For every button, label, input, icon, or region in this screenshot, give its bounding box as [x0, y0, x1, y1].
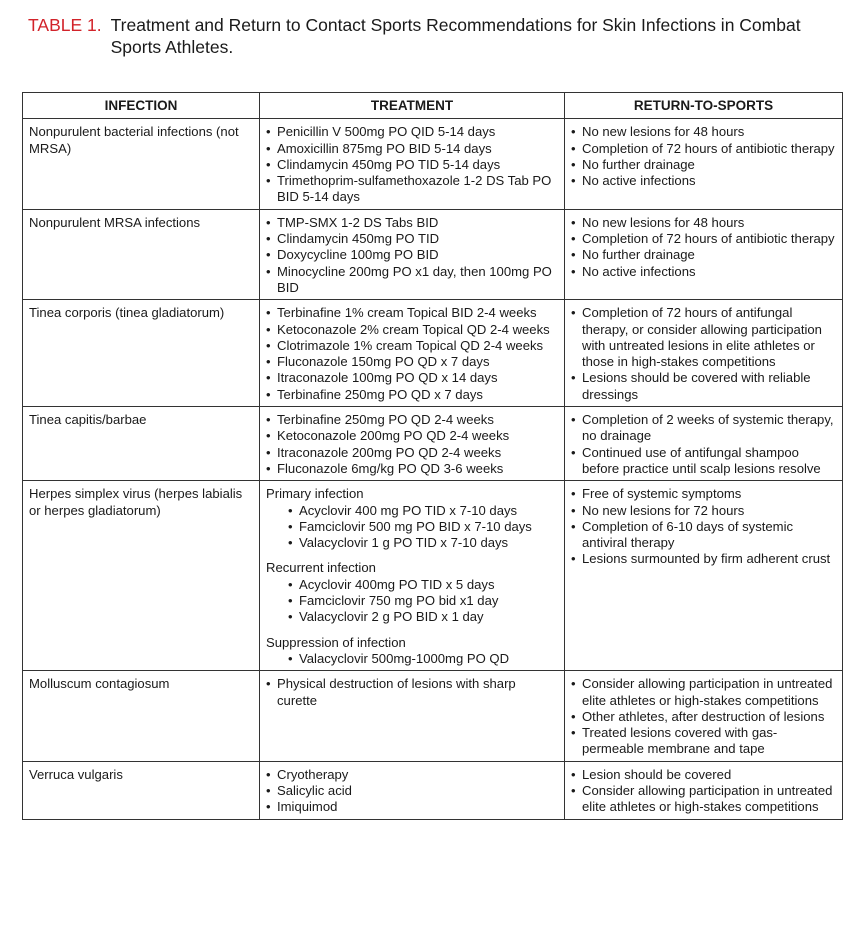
return-to-sports-cell — [565, 119, 843, 209]
treatment-item: • Fluconazole 6mg/kg PO QD 3-6 weeks — [266, 461, 558, 477]
return-item: • Completion of 2 weeks of systemic therapy, no drainage — [571, 412, 836, 445]
return-item: • No new lesions for 72 hours — [571, 503, 836, 519]
return-to-sports-cell — [565, 300, 843, 407]
header-treatment: TREATMENT — [260, 93, 565, 119]
header-row — [23, 93, 843, 119]
header-return-to-sports: RETURN-TO-SPORTS — [565, 93, 843, 119]
return-item: • Lesions surmounted by firm adherent crust — [571, 551, 836, 567]
treatment-cell — [260, 300, 565, 407]
treatment-group-label: Recurrent infection — [266, 560, 376, 576]
treatment-item: • Clindamycin 450mg PO TID — [266, 231, 558, 247]
return-list — [571, 486, 836, 567]
treatment-item: • Salicylic acid — [266, 783, 558, 799]
treatment-cell — [260, 761, 565, 819]
infection-cell: Verruca vulgaris — [23, 761, 260, 819]
return-item: • No further drainage — [571, 157, 836, 173]
infection-cell: Nonpurulent MRSA infections — [23, 209, 260, 299]
treatment-item: • Imiquimod — [266, 799, 558, 815]
table-row — [23, 761, 843, 819]
treatment-item: • Ketoconazole 2% cream Topical QD 2-4 weeks — [266, 322, 558, 338]
treatment-item: • Terbinafine 250mg PO QD 2-4 weeks — [266, 412, 558, 428]
infection-cell: Molluscum contagiosum — [23, 671, 260, 761]
treatment-item: • Fluconazole 150mg PO QD x 7 days — [266, 354, 558, 370]
recommendations-table — [22, 92, 843, 820]
treatment-group — [266, 412, 558, 477]
return-item: • Completion of 72 hours of antibiotic therapy — [571, 141, 836, 157]
return-item: • Continued use of antifungal shampoo before practice until scalp lesions resolve — [571, 445, 836, 478]
treatment-item: • TMP-SMX 1-2 DS Tabs BID — [266, 215, 558, 231]
treatment-item: • Terbinafine 250mg PO QD x 7 days — [266, 387, 558, 403]
return-item: • No active infections — [571, 173, 836, 189]
table-body — [23, 119, 843, 819]
treatment-group — [266, 124, 558, 205]
treatment-item: • Penicillin V 500mg PO QID 5-14 days — [266, 124, 558, 140]
return-item: • Other athletes, after destruction of lesions — [571, 709, 836, 725]
treatment-group — [266, 676, 558, 709]
return-item: • No further drainage — [571, 247, 836, 263]
treatment-group — [266, 767, 558, 816]
table-title: Treatment and Return to Contact Sports Recommendations for Skin Infections in Combat Sports Athletes. — [110, 15, 801, 57]
return-item: • Treated lesions covered with gas-permeable membrane and tape — [571, 725, 836, 758]
return-item: • Lesion should be covered — [571, 767, 836, 783]
treatment-cell — [260, 209, 565, 299]
treatment-list — [288, 503, 558, 552]
treatment-group-label: Primary infection — [266, 486, 364, 502]
return-item: • No new lesions for 48 hours — [571, 215, 836, 231]
treatment-cell — [260, 671, 565, 761]
infection-cell: Tinea corporis (tinea gladiatorum) — [23, 300, 260, 407]
header-infection: INFECTION — [23, 93, 260, 119]
return-to-sports-cell — [565, 671, 843, 761]
treatment-list — [266, 215, 558, 296]
treatment-item: • Clindamycin 450mg PO TID 5-14 days — [266, 157, 558, 173]
return-to-sports-cell — [565, 209, 843, 299]
treatment-item: • Famciclovir 500 mg PO BID x 7-10 days — [288, 519, 558, 535]
return-list — [571, 215, 836, 280]
return-item: • Completion of 72 hours of antifungal therapy, or consider allowing participation with untreated lesions in elite athletes or those in high-stakes competitions — [571, 305, 836, 370]
return-to-sports-cell — [565, 407, 843, 481]
treatment-item: • Minocycline 200mg PO x1 day, then 100mg PO BID — [266, 264, 558, 297]
treatment-group — [266, 635, 558, 668]
treatment-item: • Itraconazole 200mg PO QD 2-4 weeks — [266, 445, 558, 461]
return-list — [571, 767, 836, 816]
treatment-list — [266, 676, 558, 709]
treatment-cell — [260, 481, 565, 671]
table-row — [23, 481, 843, 671]
treatment-list — [266, 305, 558, 403]
return-item: • Consider allowing participation in untreated elite athletes or high-stakes competitions — [571, 783, 836, 816]
return-item: • Free of systemic symptoms — [571, 486, 836, 502]
return-list — [571, 676, 836, 757]
infection-cell: Tinea capitis/barbae — [23, 407, 260, 481]
treatment-item: • Valacyclovir 1 g PO TID x 7-10 days — [288, 535, 558, 551]
treatment-group — [266, 215, 558, 296]
treatment-item: • Itraconazole 100mg PO QD x 14 days — [266, 370, 558, 386]
return-list — [571, 412, 836, 477]
treatment-list — [266, 767, 558, 816]
treatment-item: • Trimethoprim-sulfamethoxazole 1-2 DS Tab PO BID 5-14 days — [266, 173, 558, 206]
return-item: • Lesions should be covered with reliable dressings — [571, 370, 836, 403]
table-caption — [28, 14, 848, 58]
treatment-item: • Valacyclovir 2 g PO BID x 1 day — [288, 609, 558, 625]
treatment-item: • Cryotherapy — [266, 767, 558, 783]
treatment-cell — [260, 119, 565, 209]
treatment-item: • Valacyclovir 500mg-1000mg PO QD — [288, 651, 558, 667]
treatment-item: • Famciclovir 750 mg PO bid x1 day — [288, 593, 558, 609]
treatment-group — [266, 486, 558, 551]
treatment-group — [266, 305, 558, 403]
table-row — [23, 407, 843, 481]
infection-cell: Nonpurulent bacterial infections (not MRSA) — [23, 119, 260, 209]
treatment-item: • Amoxicillin 875mg PO BID 5-14 days — [266, 141, 558, 157]
treatment-cell — [260, 407, 565, 481]
return-item: • Completion of 72 hours of antibiotic therapy — [571, 231, 836, 247]
treatment-item: • Acyclovir 400mg PO TID x 5 days — [288, 577, 558, 593]
treatment-group-label: Suppression of infection — [266, 634, 406, 650]
table-row — [23, 119, 843, 209]
return-list — [571, 305, 836, 403]
table-row — [23, 671, 843, 761]
table-row — [23, 209, 843, 299]
return-item: • No new lesions for 48 hours — [571, 124, 836, 140]
return-item: • No active infections — [571, 264, 836, 280]
return-list — [571, 124, 836, 189]
return-to-sports-cell — [565, 481, 843, 671]
infection-cell: Herpes simplex virus (herpes labialis or herpes gladiatorum) — [23, 481, 260, 671]
treatment-item: • Clotrimazole 1% cream Topical QD 2-4 weeks — [266, 338, 558, 354]
treatment-group — [266, 560, 558, 625]
table-row — [23, 300, 843, 407]
treatment-list — [266, 124, 558, 205]
treatment-item: • Acyclovir 400 mg PO TID x 7-10 days — [288, 503, 558, 519]
treatment-item: • Doxycycline 100mg PO BID — [266, 247, 558, 263]
return-item: • Completion of 6-10 days of systemic antiviral therapy — [571, 519, 836, 552]
treatment-list — [288, 577, 558, 626]
treatment-item: • Ketoconazole 200mg PO QD 2-4 weeks — [266, 428, 558, 444]
treatment-item: • Terbinafine 1% cream Topical BID 2-4 weeks — [266, 305, 558, 321]
treatment-item: • Physical destruction of lesions with sharp curette — [266, 676, 558, 709]
treatment-list — [266, 412, 558, 477]
return-item: • Consider allowing participation in untreated elite athletes or high-stakes competitions — [571, 676, 836, 709]
return-to-sports-cell — [565, 761, 843, 819]
treatment-list — [288, 651, 558, 667]
table-label: TABLE 1. — [28, 15, 102, 35]
